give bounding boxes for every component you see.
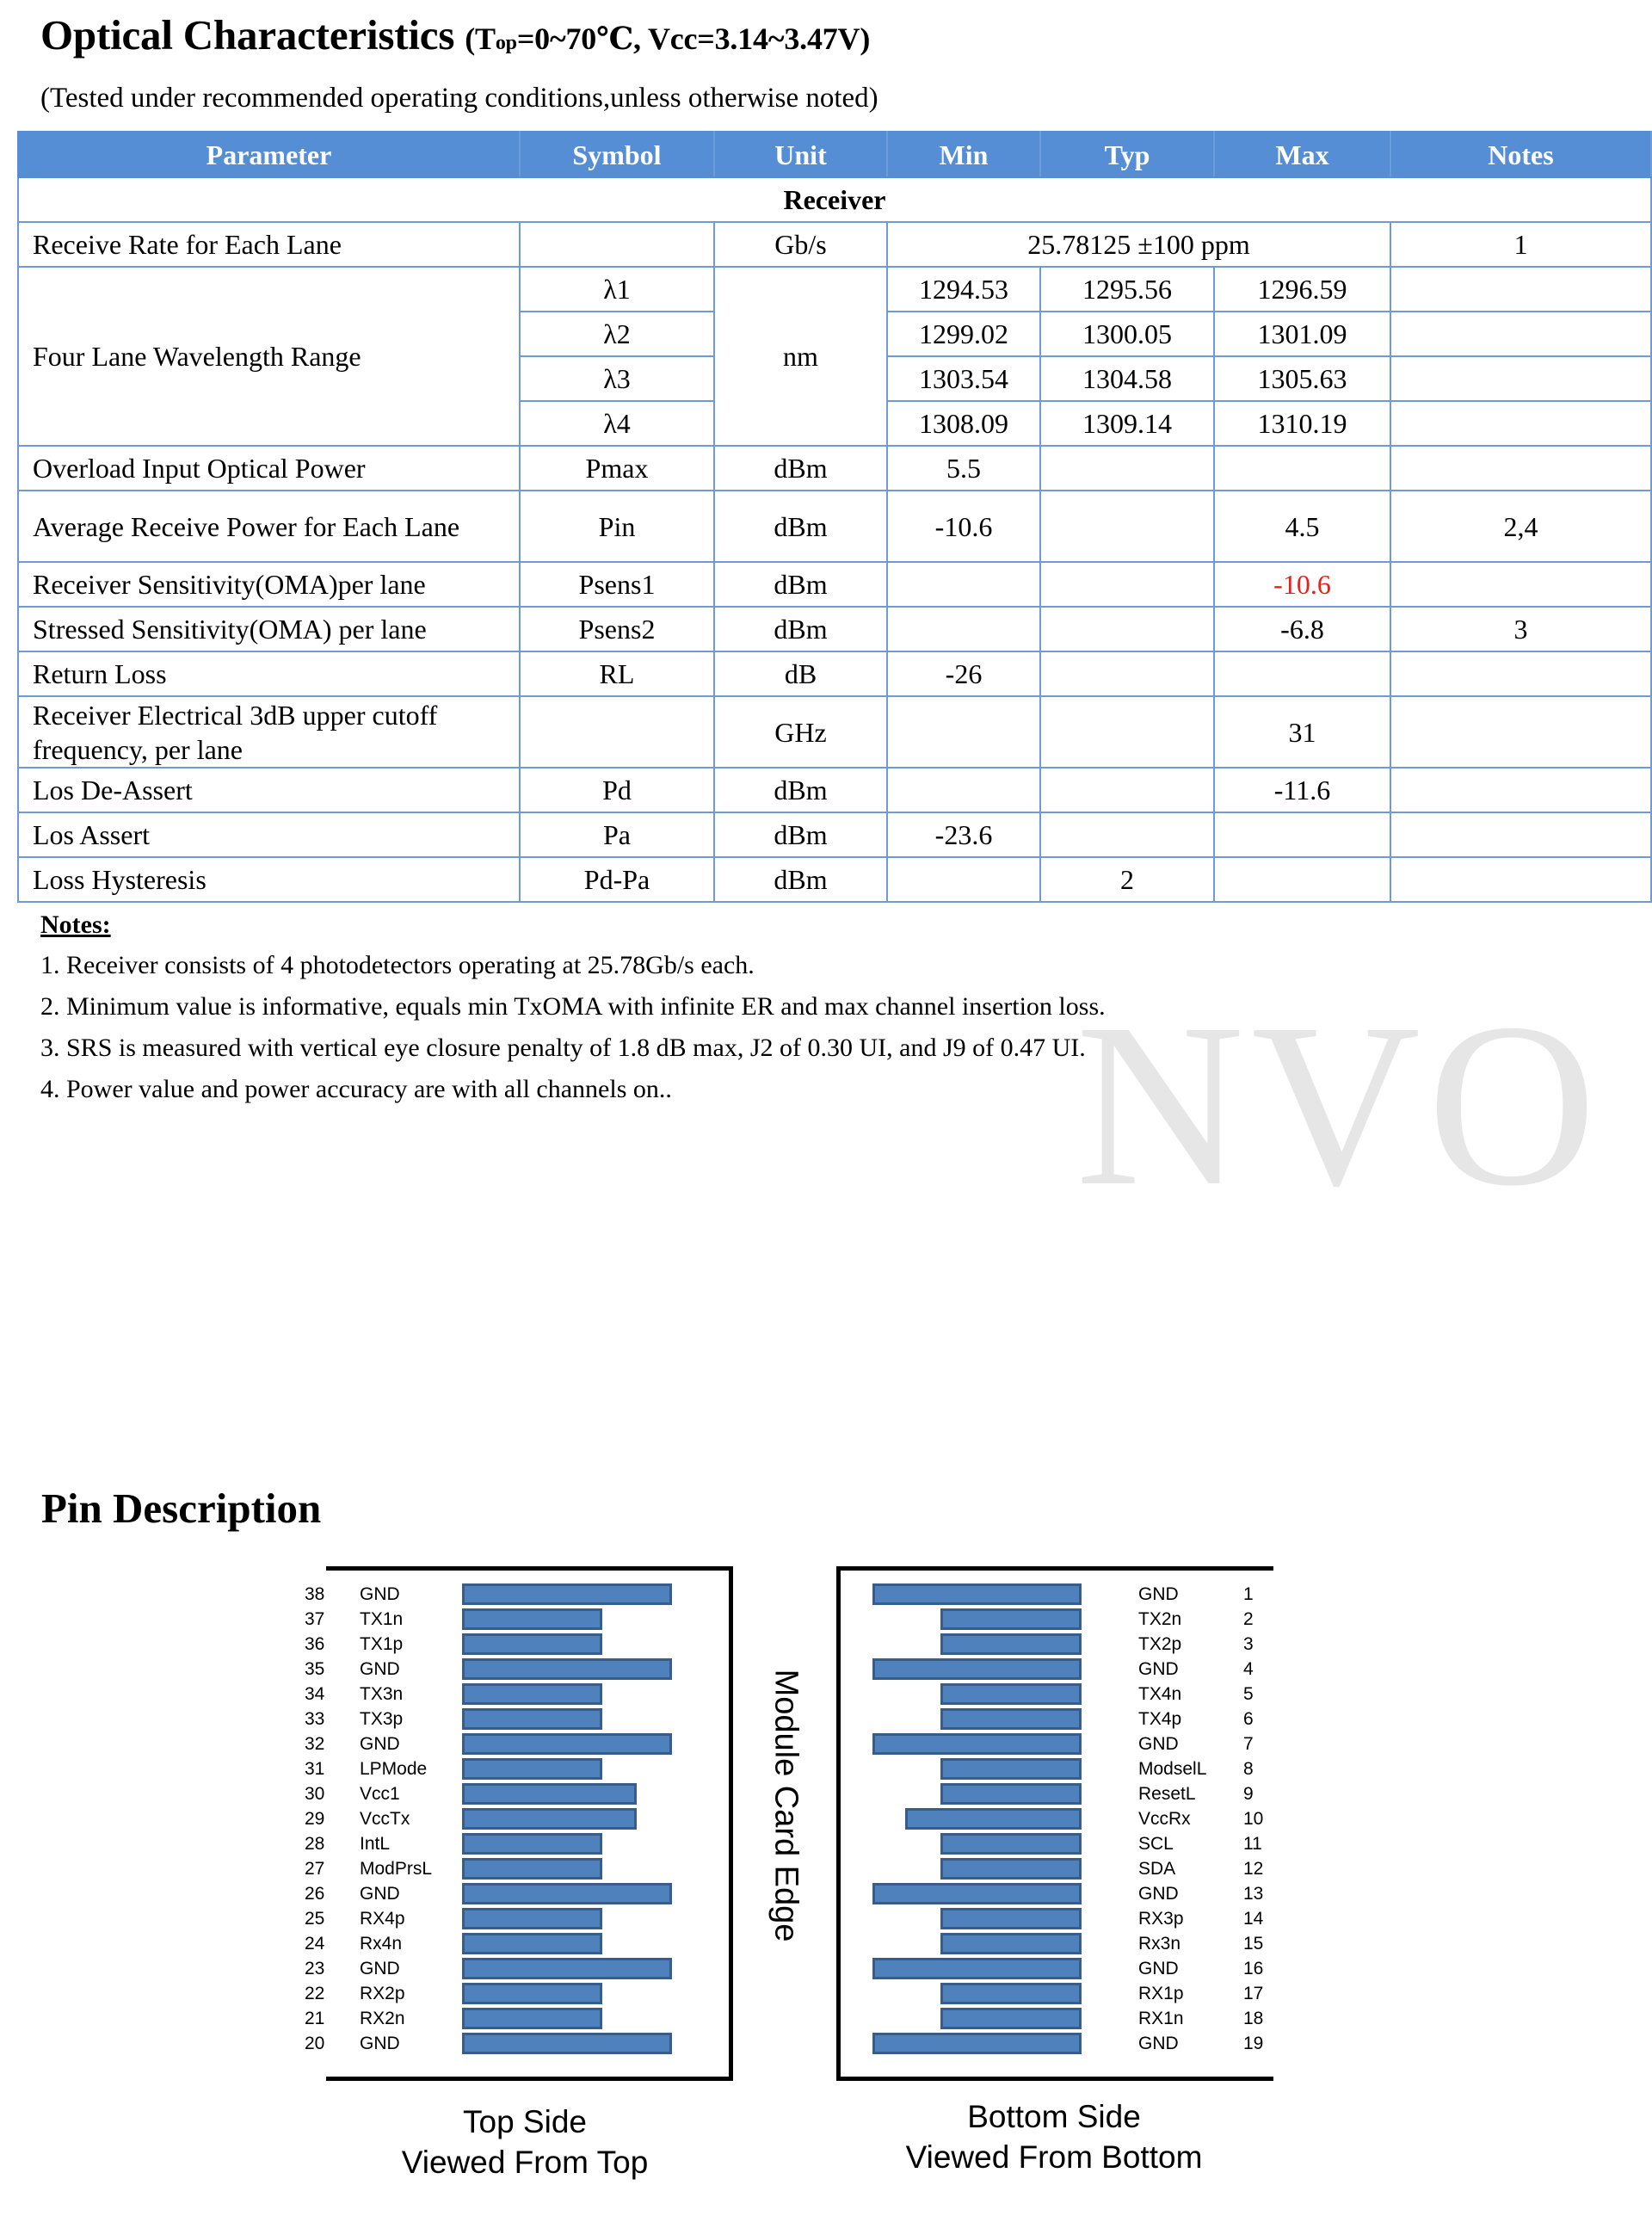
pin-number: 31 <box>305 1759 325 1779</box>
pin-number: 37 <box>305 1609 325 1629</box>
top-side-frame-top <box>326 1566 732 1571</box>
pin-number: 3 <box>1243 1634 1254 1654</box>
pin-number: 25 <box>305 1909 325 1929</box>
cell-notes: 1 <box>1390 222 1651 267</box>
pin-label: RX1n <box>1138 2009 1184 2028</box>
pin-label: GND <box>1138 1884 1179 1904</box>
pin-number: 9 <box>1243 1784 1254 1804</box>
cell-unit: GHz <box>714 696 887 768</box>
cell-notes: 2,4 <box>1390 491 1651 562</box>
pin-label: ModPrsL <box>360 1859 433 1879</box>
cell-max: 1310.19 <box>1214 401 1390 446</box>
cell-min: -10.6 <box>887 491 1040 562</box>
note-item: 3. SRS is measured with vertical eye closure penalty of 1.8 dB max, J2 of 0.30 UI, and J9 of 0.47 UI. <box>40 1034 1086 1062</box>
cell-symbol: λ1 <box>520 267 714 312</box>
cell-min: 1308.09 <box>887 401 1040 446</box>
pin-number: 32 <box>305 1734 325 1754</box>
pin-label: TX1n <box>360 1609 404 1629</box>
pin-number: 20 <box>305 2034 325 2053</box>
pin-label: TX2p <box>1138 1634 1182 1654</box>
pin-row-bottom <box>0 1956 1652 1981</box>
pin-contact-pad <box>940 1758 1082 1780</box>
pin-contact-pad <box>940 1983 1082 2004</box>
bottom-side-frame-top <box>836 1566 1273 1571</box>
cell-symbol: Pin <box>520 491 714 562</box>
pin-label: TX1p <box>360 1634 404 1654</box>
pin-number: 7 <box>1243 1734 1254 1754</box>
pin-label: GND <box>1138 2034 1179 2053</box>
pin-number: 28 <box>305 1834 325 1854</box>
pin-row-bottom <box>0 1981 1652 2006</box>
cell-unit: dBm <box>714 607 887 651</box>
pin-row-bottom <box>0 1856 1652 1881</box>
cell-typ: 1304.58 <box>1040 356 1214 401</box>
cell-min: 1294.53 <box>887 267 1040 312</box>
pin-label: GND <box>360 2034 400 2053</box>
cell-parameter: Receive Rate for Each Lane <box>18 222 520 267</box>
pin-number: 22 <box>305 1984 325 2003</box>
cell-unit: Gb/s <box>714 222 887 267</box>
pin-label: ModselL <box>1138 1759 1207 1779</box>
top-side-caption: Top Side Viewed From Top <box>401 2104 649 2180</box>
cell-min: 1303.54 <box>887 356 1040 401</box>
cell-symbol: RL <box>520 651 714 696</box>
pin-label: GND <box>360 1659 400 1679</box>
pin-contact-pad <box>940 1708 1082 1730</box>
pin-number: 1 <box>1243 1584 1254 1604</box>
pin-number: 11 <box>1243 1834 1262 1854</box>
pin-number: 4 <box>1243 1659 1254 1679</box>
cell-min: -23.6 <box>887 812 1040 857</box>
cell-value-range: 25.78125 ±100 ppm <box>887 222 1390 267</box>
cell-unit: dB <box>714 651 887 696</box>
pin-label: GND <box>360 1584 400 1604</box>
pin-row-bottom <box>0 1881 1652 1906</box>
pin-row-bottom <box>0 1632 1652 1657</box>
cell-unit: dBm <box>714 491 887 562</box>
pin-number: 15 <box>1243 1934 1264 1954</box>
pin-number: 34 <box>305 1684 325 1704</box>
note-item: 4. Power value and power accuracy are with all channels on.. <box>40 1075 672 1103</box>
title-text: Optical Characteristics <box>40 11 455 59</box>
pin-contact-pad <box>940 1858 1082 1880</box>
pin-label: TX2n <box>1138 1609 1182 1629</box>
col-header-typ: Typ <box>1040 132 1214 177</box>
pin-label: VccTx <box>360 1809 410 1829</box>
pin-contact-pad <box>872 2033 1082 2054</box>
pin-label: GND <box>1138 1659 1179 1679</box>
cell-unit: dBm <box>714 446 887 491</box>
pin-contact-pad <box>940 1608 1082 1630</box>
cell-max: -6.8 <box>1214 607 1390 651</box>
pin-row-bottom <box>0 1682 1652 1707</box>
title-conditions: (Top=0~70℃, Vcc=3.14~3.47V) <box>465 22 871 56</box>
pin-number: 30 <box>305 1784 325 1804</box>
pin-label: GND <box>1138 1959 1179 1978</box>
pin-label: LPMode <box>360 1759 428 1779</box>
pin-label: GND <box>360 1884 400 1904</box>
cell-min: 5.5 <box>887 446 1040 491</box>
cell-parameter: Overload Input Optical Power <box>18 446 520 491</box>
pin-contact-pad <box>872 1883 1082 1904</box>
section-title-pin-description: Pin Description <box>41 1485 322 1532</box>
pin-contact-pad <box>872 1733 1082 1755</box>
pin-label: RX1p <box>1138 1984 1184 2003</box>
pin-label: GND <box>360 1734 400 1754</box>
pin-row-bottom <box>0 1831 1652 1856</box>
pin-contact-pad <box>940 1633 1082 1655</box>
pin-row-bottom <box>0 1607 1652 1632</box>
pin-label: RX2p <box>360 1984 405 2003</box>
cell-parameter: Receiver Electrical 3dB upper cutoff frequency, per lane <box>18 696 520 768</box>
cell-min: 1299.02 <box>887 312 1040 356</box>
pin-label: GND <box>1138 1584 1179 1604</box>
col-header-symbol: Symbol <box>520 132 714 177</box>
cell-unit: dBm <box>714 857 887 902</box>
pin-number: 36 <box>305 1634 325 1654</box>
pin-row-bottom <box>0 1906 1652 1931</box>
cell-parameter: Stressed Sensitivity(OMA) per lane <box>18 607 520 651</box>
pin-label: Vcc1 <box>360 1784 400 1804</box>
pin-label: TX4p <box>1138 1709 1182 1729</box>
pin-number: 19 <box>1243 2034 1264 2053</box>
page-subtitle: (Tested under recommended operating conditions,unless otherwise noted) <box>40 83 878 114</box>
pin-label: SCL <box>1138 1834 1174 1854</box>
pin-contact-pad <box>872 1958 1082 1979</box>
module-card-edge-label: Module Card Edge <box>767 1669 804 1942</box>
pin-number: 21 <box>305 2009 325 2028</box>
cell-parameter: Receiver Sensitivity(OMA)per lane <box>18 562 520 607</box>
pin-label: RX4p <box>360 1909 405 1929</box>
cell-max: 1301.09 <box>1214 312 1390 356</box>
pin-contact-pad <box>905 1808 1082 1830</box>
pin-number: 24 <box>305 1934 325 1954</box>
cell-typ: 2 <box>1040 857 1214 902</box>
cell-unit: dBm <box>714 812 887 857</box>
pin-number: 27 <box>305 1859 325 1879</box>
pin-label: ResetL <box>1138 1784 1196 1804</box>
pin-label: Rx3n <box>1138 1934 1181 1954</box>
cell-symbol: Psens2 <box>520 607 714 651</box>
cell-symbol: Pd-Pa <box>520 857 714 902</box>
pin-label: SDA <box>1138 1859 1176 1879</box>
pin-row-bottom <box>0 1806 1652 1831</box>
cell-min: -26 <box>887 651 1040 696</box>
pin-label: TX3p <box>360 1709 404 1729</box>
pin-contact-pad <box>940 1833 1082 1855</box>
pin-number: 13 <box>1243 1884 1264 1904</box>
cell-max: 1296.59 <box>1214 267 1390 312</box>
pin-row-bottom <box>0 1781 1652 1806</box>
cell-unit: dBm <box>714 562 887 607</box>
pin-label: GND <box>1138 1734 1179 1754</box>
pin-contact-pad <box>872 1583 1082 1605</box>
col-header-min: Min <box>887 132 1040 177</box>
top-side-frame-bottom <box>326 2077 733 2081</box>
pin-contact-pad <box>940 1908 1082 1929</box>
col-header-max: Max <box>1214 132 1390 177</box>
cell-symbol: Pd <box>520 768 714 812</box>
pin-number: 26 <box>305 1884 325 1904</box>
pin-row-bottom <box>0 1657 1652 1682</box>
pin-row-bottom <box>0 2031 1652 2056</box>
pin-number: 35 <box>305 1659 325 1679</box>
col-header-notes: Notes <box>1390 132 1651 177</box>
pin-number: 17 <box>1243 1984 1264 2003</box>
pin-row-bottom <box>0 1756 1652 1781</box>
cell-parameter: Return Loss <box>18 651 520 696</box>
cell-parameter: Four Lane Wavelength Range <box>18 267 520 446</box>
pin-number: 10 <box>1243 1809 1264 1829</box>
watermark-logo: NVO <box>1076 975 1604 1234</box>
pin-contact-pad <box>940 1783 1082 1805</box>
notes-heading: Notes: <box>40 910 111 939</box>
cell-max: -11.6 <box>1214 768 1390 812</box>
cell-symbol: Psens1 <box>520 562 714 607</box>
cell-symbol: λ2 <box>520 312 714 356</box>
cell-parameter: Loss Hysteresis <box>18 857 520 902</box>
pin-number: 2 <box>1243 1609 1254 1629</box>
cell-symbol: Pmax <box>520 446 714 491</box>
cell-typ: 1309.14 <box>1040 401 1214 446</box>
bottom-side-frame-bottom <box>836 2077 1273 2081</box>
cell-typ: 1300.05 <box>1040 312 1214 356</box>
pin-row-bottom <box>0 1707 1652 1731</box>
cell-unit: nm <box>714 267 887 446</box>
cell-unit: dBm <box>714 768 887 812</box>
pin-row-bottom <box>0 1931 1652 1956</box>
cell-symbol: Pa <box>520 812 714 857</box>
pin-row-bottom <box>0 2006 1652 2031</box>
section-receiver: Receiver <box>18 177 1651 222</box>
pin-label: GND <box>360 1959 400 1978</box>
cell-max: 1305.63 <box>1214 356 1390 401</box>
cell-parameter: Los Assert <box>18 812 520 857</box>
pin-number: 12 <box>1243 1859 1264 1879</box>
pin-contact-pad <box>872 1658 1082 1680</box>
pin-number: 5 <box>1243 1684 1254 1704</box>
pin-row-bottom <box>0 1582 1652 1607</box>
pin-number: 38 <box>305 1584 325 1604</box>
cell-symbol: λ3 <box>520 356 714 401</box>
note-item: 2. Minimum value is informative, equals min TxOMA with infinite ER and max channel insertion loss. <box>40 992 1106 1021</box>
cell-notes: 3 <box>1390 607 1651 651</box>
cell-max: -10.6 <box>1214 562 1390 607</box>
pin-number: 6 <box>1243 1709 1254 1729</box>
pin-label: TX3n <box>360 1684 404 1704</box>
cell-symbol: λ4 <box>520 401 714 446</box>
pin-label: IntL <box>360 1834 391 1854</box>
pin-label: Rx4n <box>360 1934 403 1954</box>
pin-number: 16 <box>1243 1959 1264 1978</box>
bottom-side-caption: Bottom Side Viewed From Bottom <box>905 2099 1203 2175</box>
col-header-parameter: Parameter <box>18 132 520 177</box>
pin-contact-pad <box>940 1933 1082 1954</box>
pin-row-bottom <box>0 1731 1652 1756</box>
pin-label: RX2n <box>360 2009 405 2028</box>
cell-max: 4.5 <box>1214 491 1390 562</box>
pin-number: 14 <box>1243 1909 1264 1929</box>
note-item: 1. Receiver consists of 4 photodetectors operating at 25.78Gb/s each. <box>40 951 755 979</box>
pin-number: 18 <box>1243 2009 1264 2028</box>
pin-label: TX4n <box>1138 1684 1182 1704</box>
pin-number: 8 <box>1243 1759 1254 1779</box>
cell-parameter: Average Receive Power for Each Lane <box>18 491 520 562</box>
cell-typ: 1295.56 <box>1040 267 1214 312</box>
cell-parameter: Los De-Assert <box>18 768 520 812</box>
pin-label: RX3p <box>1138 1909 1184 1929</box>
pin-label: VccRx <box>1138 1809 1191 1829</box>
pin-number: 33 <box>305 1709 325 1729</box>
pin-contact-pad <box>940 2008 1082 2029</box>
pin-contact-pad <box>940 1683 1082 1705</box>
col-header-unit: Unit <box>714 132 887 177</box>
pin-number: 29 <box>305 1809 325 1829</box>
cell-max: 31 <box>1214 696 1390 768</box>
pin-number: 23 <box>305 1959 325 1978</box>
